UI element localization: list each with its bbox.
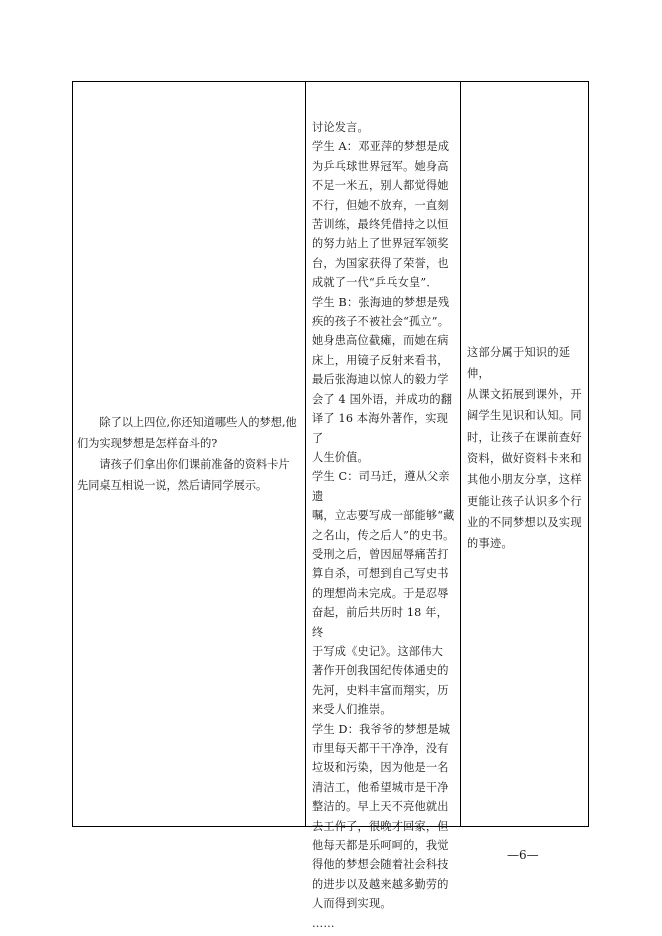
design-intent-text: 这部分属于知识的延伸， 从课文拓展到课外，开 阔学生见识和认知。同 时，让孩子在课前查好 资料，做好资料卡来和 其他小朋友分享，这样 更能让孩子认识多个行 业的不同梦想以及实现 的事迹。: [467, 345, 582, 551]
student-responses: 讨论发言。 学生 A：邓亚萍的梦想是成 为乒乓球世界冠军。她身高 不足一米五，别人都觉得她 不行，但她不放弃，一直刻 苦训练，最终凭借持之以恒 的努力站上了世界冠军领奖 台，为国家获得了荣誉，也 成就了一代“乒乓女皇”． 学生 B：张海迪的梦想是残 疾的孩子不被社会“孤立”。 她身患高位截瘫，而她在病 床上，用镜子反射来看书， 最后张海迪以惊人的毅力学 会了 4 国外语，并成功的翻 译了 16 本海外著作，实现了 人生价值。 学生 C：司马迁，遵从父亲遗 嘱，立志要写成一部能够“藏 之名山，传之后人”的史书。 受刑之后，曾因屈辱痛苦打 算自杀，可想到自己写史书 的理想尚未完成。于是忍辱 奋起，前后共历时 18 年，终 于写成《史记》。这部伟大 著作开创我国纪传体通史的 先河，史料丰富而翔实，历 来受人们推崇。 学生 D：我爷爷的梦想是城 市里每天都干干净净，没有 垃圾和污染，因为他是一名 清洁工，他希望城市是干净 整洁的。早上天不亮他就出 去工作了，很晚才回家，但 他每天都是乐呵呵的，我觉 得他的梦想会随着社会科技 的进步以及越来越多勤劳的 人而得到实现。 ……: [312, 121, 455, 930]
student-activity-cell: [306, 82, 461, 930]
page-number: —6—: [507, 848, 539, 862]
teacher-question: 除了以上四位,你还知道哪些人的梦想,他们为实现梦想是怎样奋斗的?: [77, 416, 297, 450]
teacher-activity-cell: [73, 82, 306, 826]
design-intent-cell: [461, 82, 588, 826]
teacher-instruction: 请孩子们拿出你们课前准备的资料卡片先同桌互相说一说，然后请同学展示。: [77, 458, 290, 492]
lesson-table: [72, 81, 589, 930]
